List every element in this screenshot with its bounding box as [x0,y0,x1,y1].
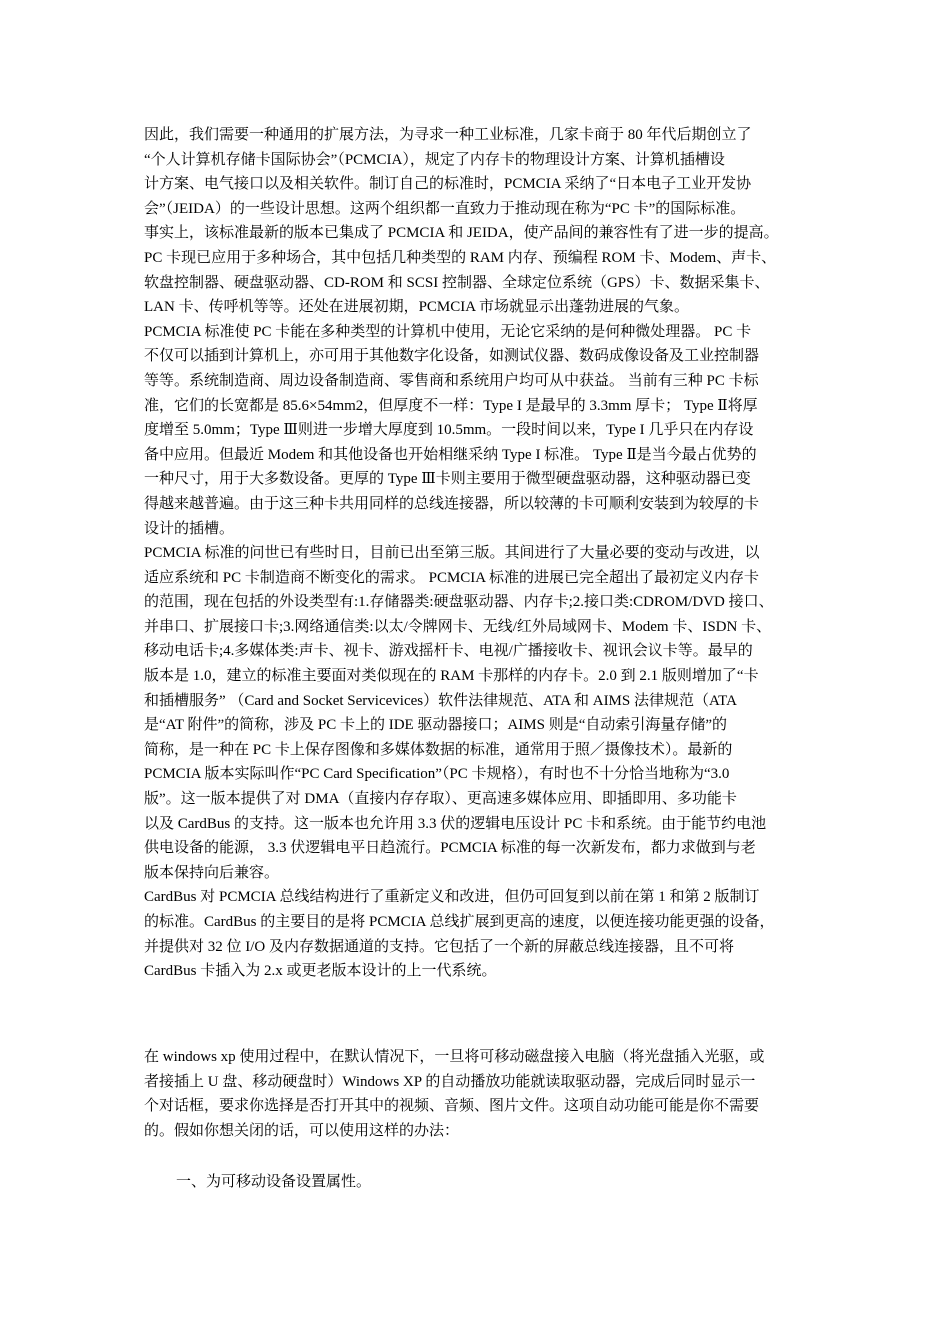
text-line: PCMCIA 版本实际叫作“PC Card Specification”（PC 卡规格），有时也不十分恰当地称为“3.0 [144,766,730,783]
text-line: 适应系统和 PC 卡制造商不断变化的需求。 PCMCIA 标准的进展已完全超出了最初定义内存卡 [144,569,760,586]
text-line: 会”（JEIDA）的一些设计思想。这两个组织都一直致力于推动现在称为“PC 卡”的国际标准。 [144,200,746,217]
text-line: 度增至 5.0mm；Type Ⅲ则进一步增大厚度到 10.5mm。一段时间以来，Type I 几乎只在内存设 [144,422,754,439]
section-pcmcia [144,123,812,984]
text-line: 备中应用。但最近 Modem 和其他设备也开始相继采纳 Type I 标准。 Type Ⅱ是当今最占优势的 [144,446,757,463]
text-line: CardBus 对 PCMCIA 总线结构进行了重新定义和改进，但仍可回复到以前在第 1 和第 2 版制订 [144,889,760,906]
text-line: 在 windows xp 使用过程中，在默认情况下，一旦将可移动磁盘接入电脑（将光盘插入光驱，或 [144,1049,765,1065]
text-line: 以及 CardBus 的支持。这一版本也允许用 3.3 伏的逻辑电压设计 PC 卡和系统。由于能节约电池 [144,815,767,832]
text-line: PCMCIA 标准使 PC 卡能在多种类型的计算机中使用，无论它采纳的是何种微处理器。 PC 卡 [144,323,752,340]
text-line: 一种尺寸，用于大多数设备。更厚的 Type Ⅲ卡则主要用于微型硬盘驱动器，这种驱动器已变 [144,471,751,488]
section-autoplay [144,1045,812,1143]
text-line: 供电设备的能源， 3.3 伏逻辑电平日趋流行。PCMCIA 标准的每一次新发布，都力求做到与老 [144,840,756,857]
step-section [144,1170,812,1195]
step-heading: 一、为可移动设备设置属性。 [176,1174,372,1190]
text-line: 因此，我们需要一种通用的扩展方法，为寻求一种工业标准，几家卡商于 80 年代后期创立了 [144,127,752,143]
text-line: 版”。这一版本提供了对 DMA（直接内存存取）、更高速多媒体应用、即插即用、多功能卡 [144,791,737,808]
text-line: 移动电话卡;4.多媒体类:声卡、视卡、游戏摇杆卡、电视/广播接收卡、视讯会议卡等。最早的 [144,643,753,660]
text-line: LAN 卡、传呼机等等。还处在进展初期，PCMCIA 市场就显示出蓬勃进展的气象。 [144,299,690,316]
text-line: 的标准。CardBus 的主要目的是将 PCMCIA 总线扩展到更高的速度，以便连接功能更强的设备， [144,914,775,930]
text-line: 软盘控制器、硬盘驱动器、CD-ROM 和 SCSI 控制器、全球定位系统（GPS）卡、数据采集卡、 [144,274,770,291]
text-line: CardBus 卡插入为 2.x 或更老版本设计的上一代系统。 [144,963,497,980]
text-line: 的范围，现在包括的外设类型有:1.存储器类:硬盘驱动器、内存卡;2.接口类:CDROM/DVD 接口、 [144,594,774,611]
text-line: 得越来越普遍。由于这三种卡共用同样的总线连接器，所以较薄的卡可顺利安装到为较厚的卡 [144,495,760,512]
text-line: PCMCIA 标准的问世已有些时日，目前已出至第三版。其间进行了大量必要的变动与改进，以 [144,545,760,562]
text-line: 不仅可以插到计算机上，亦可用于其他数字化设备，如测试仪器、数码成像设备及工业控制器 [144,348,760,365]
text-line: 事实上，该标准最新的版本已集成了 PCMCIA 和 JEIDA，使产品间的兼容性有了进一步的提高。 [144,225,779,242]
text-line: 并串口、扩展接口卡;3.网络通信类:以太/令牌网卡、无线/红外局域网卡、Modem 卡、ISDN 卡、 [144,618,772,635]
text-line: 并提供对 32 位 I/O 及内存数据通道的支持。它包括了一个新的屏蔽总线连接器，且不可将 [144,938,734,955]
text-line: 是“AT 附件”的简称，涉及 PC 卡上的 IDE 驱动器接口；AIMS 则是“自动索引海量存储”的 [144,717,728,734]
text-line: “个人计算机存储卡国际协会”（PCMCIA），规定了内存卡的物理设计方案、计算机插槽设 [144,151,725,168]
text-line: 的。假如你想关闭的话，可以使用这样的办法： [144,1122,460,1139]
text-line: 等等。系统制造商、周边设备制造商、零售商和系统用户均可从中获益。 当前有三种 PC 卡标 [144,372,759,389]
text-line: 设计的插槽。 [144,520,235,537]
text-line: 者接插上 U 盘、移动硬盘时）Windows XP 的自动播放功能就读取驱动器，完成后同时显示一 [144,1073,756,1090]
text-line: 简称，是一种在 PC 卡上保存图像和多媒体数据的标准，通常用于照／摄像技术）。最新的 [144,741,733,758]
text-line: 计方案、电气接口以及相关软件。制订自己的标准时，PCMCIA 采纳了“日本电子工业开发协 [144,176,752,193]
text-line: 个对话框，要求你选择是否打开其中的视频、音频、图片文件。这项自动功能可能是你不需要 [144,1098,760,1115]
text-line: 版本保持向后兼容。 [144,864,280,881]
text-line: 准，它们的长宽都是 85.6×54mm2，但厚度不一样：Type I 是最早的 3.3mm 厚卡； Type Ⅱ将厚 [144,397,758,414]
text-line: 和插槽服务” （Card and Socket Servicevices）软件法律规范、ATA 和 AIMS 法律规范（ATA [144,692,737,709]
text-line: 版本是 1.0，建立的标准主要面对类似现在的 RAM 卡那样的内存卡。2.0 到 2.1 版则增加了“卡 [144,668,759,685]
text-line: PC 卡现已应用于多种场合，其中包括几种类型的 RAM 内存、预编程 ROM 卡、Modem、声卡、 [144,249,777,266]
